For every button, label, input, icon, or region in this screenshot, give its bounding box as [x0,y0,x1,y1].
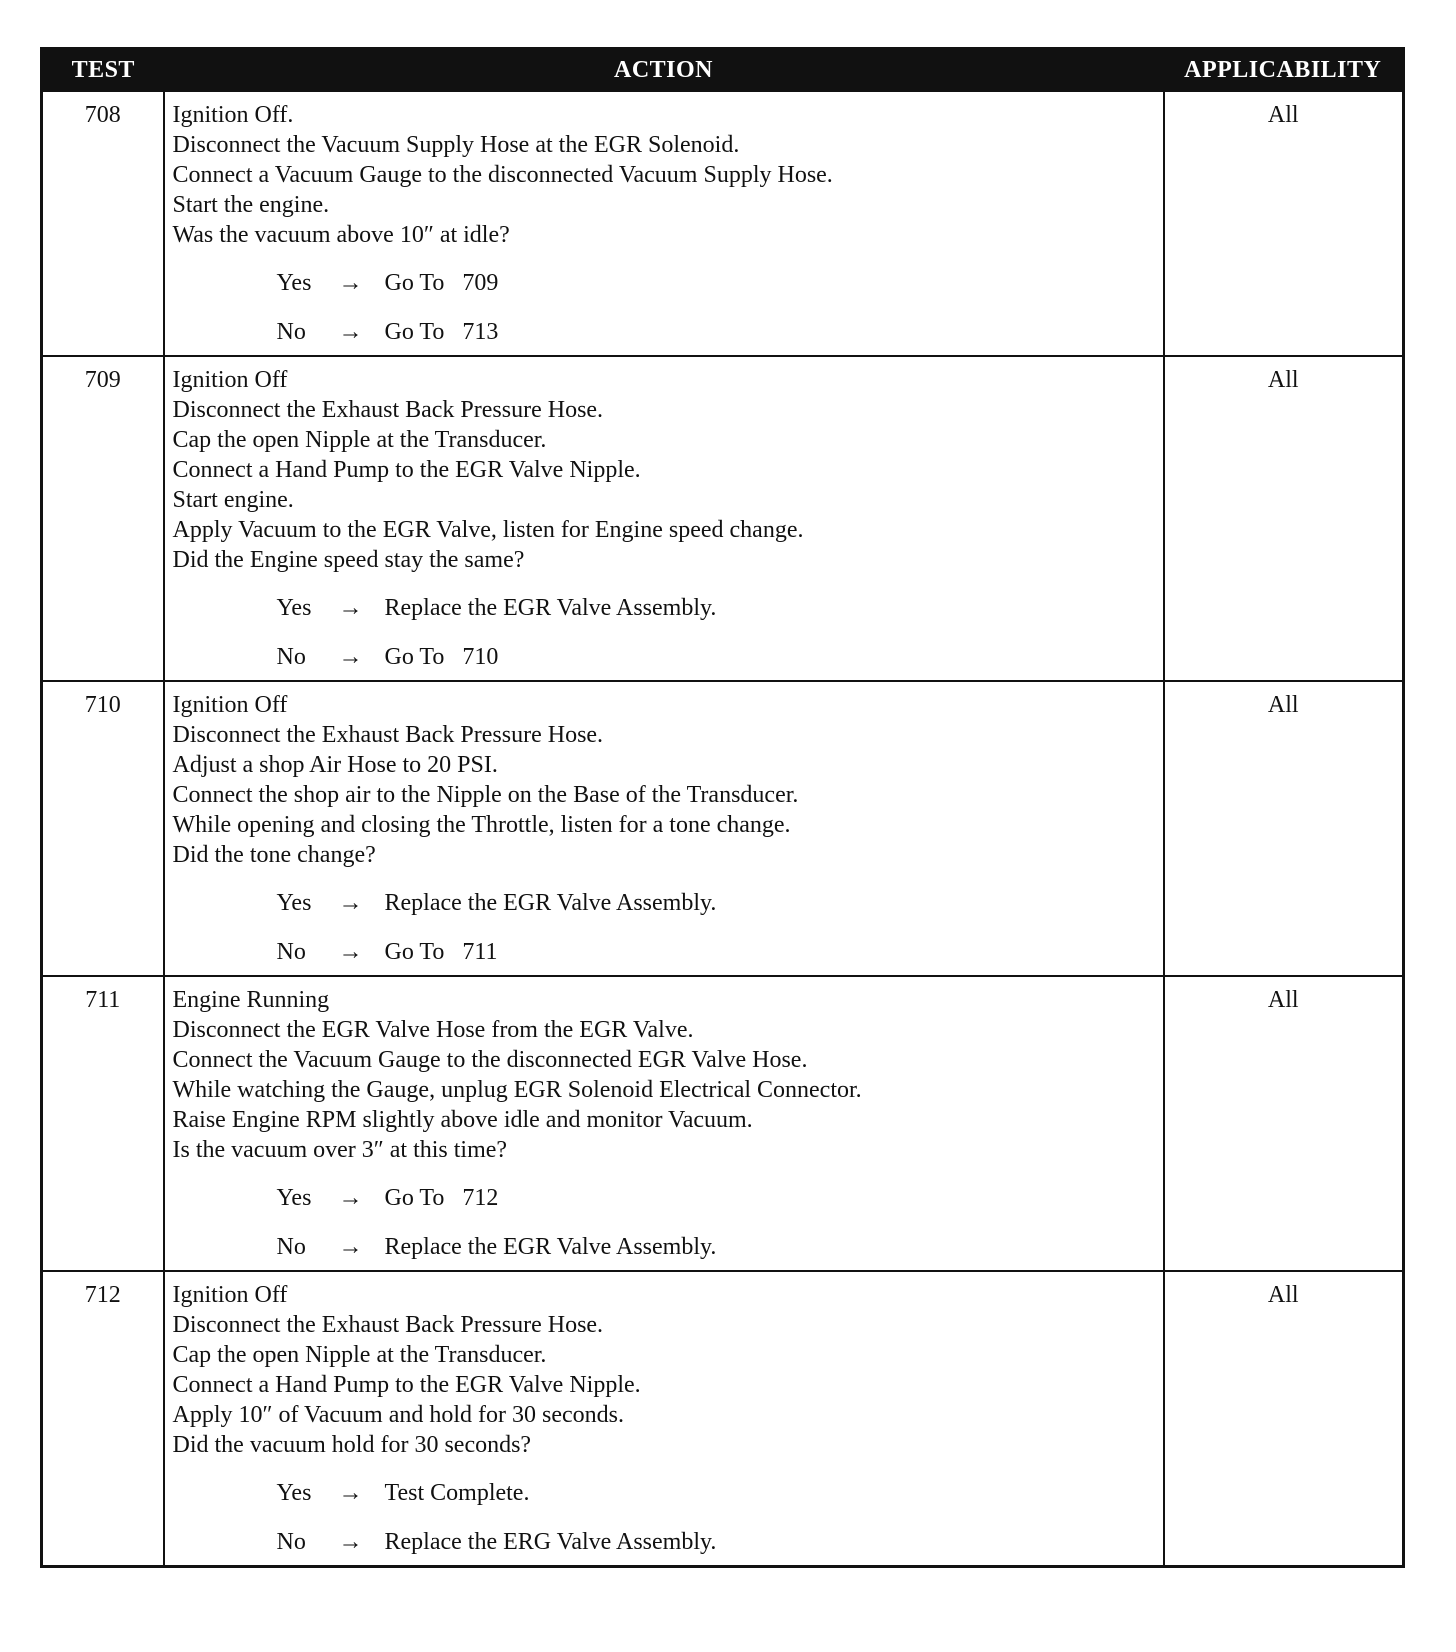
right-arrow-icon: → [338,1234,363,1260]
action-step: Start the engine. [172,192,330,218]
result-no-row [277,937,1153,967]
result-branches [277,888,1153,967]
action-step: Disconnect the Exhaust Back Pressure Hose. [172,722,604,748]
action-step: Did the tone change? [172,842,376,868]
action-step: Adjust a shop Air Hose to 20 PSI. [172,752,498,778]
action-step: Apply Vacuum to the EGR Valve, listen for Engine speed change. [172,517,804,543]
table-row [42,91,1404,356]
action-step: Ignition Off [172,1282,288,1308]
header-applicability: APPLICABILITY [1164,49,1404,92]
result-branches [277,1478,1153,1557]
right-arrow-icon: → [338,270,363,296]
table-row [42,356,1404,681]
answer-yes-label: Yes [276,595,312,621]
action-step: Was the vacuum above 10″ at idle? [172,222,510,248]
outcome-yes: Test Complete. [384,1480,530,1506]
result-no-row [277,1232,1153,1262]
action-step: Ignition Off [172,692,288,718]
test-number: 710 [42,681,164,976]
action-step: Cap the open Nipple at the Transducer. [172,427,547,453]
action-cell [164,356,1164,681]
outcome-yes: Replace the EGR Valve Assembly. [384,890,717,916]
table-row [42,1271,1404,1567]
right-arrow-icon: → [338,644,363,670]
action-cell [164,976,1164,1271]
result-yes-row [277,593,1153,623]
header-test: TEST [42,49,164,92]
action-step: Connect a Vacuum Gauge to the disconnected Vacuum Supply Hose. [172,162,833,188]
action-step: Connect a Hand Pump to the EGR Valve Nipple. [172,1372,641,1398]
action-step: Disconnect the EGR Valve Hose from the EGR Valve. [172,1017,694,1043]
outcome-no: Replace the EGR Valve Assembly. [384,1234,717,1260]
result-yes-row [277,1478,1153,1508]
action-step: Apply 10″ of Vacuum and hold for 30 seconds. [172,1402,624,1428]
result-branches [277,593,1153,672]
table-body [42,91,1404,1567]
action-step: Did the vacuum hold for 30 seconds? [172,1432,532,1458]
action-step: While watching the Gauge, unplug EGR Solenoid Electrical Connector. [172,1077,862,1103]
answer-no-label: No [276,644,306,670]
diagnostic-test-table [40,47,1405,1568]
outcome-no: Replace the ERG Valve Assembly. [384,1529,717,1555]
table-row [42,976,1404,1271]
applicability-cell: All [1164,1271,1404,1567]
result-yes-row [277,888,1153,918]
result-no-row [277,642,1153,672]
action-cell [164,91,1164,356]
test-number: 712 [42,1271,164,1567]
answer-no-label: No [276,1529,306,1555]
result-yes-row [277,268,1153,298]
action-step: Did the Engine speed stay the same? [172,547,525,573]
right-arrow-icon: → [338,890,363,916]
action-step: While opening and closing the Throttle, listen for a tone change. [172,812,791,838]
applicability-cell: All [1164,976,1404,1271]
test-number: 711 [42,976,164,1271]
header-action: ACTION [164,49,1164,92]
action-step: Disconnect the Exhaust Back Pressure Hose. [172,1312,604,1338]
action-step: Disconnect the Vacuum Supply Hose at the EGR Solenoid. [172,132,740,158]
action-step: Connect the Vacuum Gauge to the disconnected EGR Valve Hose. [172,1047,808,1073]
action-step: Raise Engine RPM slightly above idle and monitor Vacuum. [172,1107,753,1133]
action-step: Disconnect the Exhaust Back Pressure Hose. [172,397,604,423]
result-branches [277,268,1153,347]
outcome-yes: Replace the EGR Valve Assembly. [384,595,717,621]
outcome-no: Go To 713 [384,319,499,345]
right-arrow-icon: → [338,1529,363,1555]
outcome-no: Go To 711 [384,939,498,965]
answer-yes-label: Yes [276,270,312,296]
answer-yes-label: Yes [276,1185,312,1211]
result-branches [277,1183,1153,1262]
action-step: Ignition Off [172,367,288,393]
action-cell [164,681,1164,976]
right-arrow-icon: → [338,595,363,621]
answer-no-label: No [276,319,306,345]
applicability-cell: All [1164,91,1404,356]
action-step: Is the vacuum over 3″ at this time? [172,1137,508,1163]
answer-yes-label: Yes [276,1480,312,1506]
answer-no-label: No [276,939,306,965]
action-cell [164,1271,1164,1567]
action-step: Engine Running [172,987,330,1013]
action-step: Start engine. [172,487,294,513]
action-step: Connect a Hand Pump to the EGR Valve Nipple. [172,457,641,483]
right-arrow-icon: → [338,319,363,345]
test-number: 709 [42,356,164,681]
applicability-cell: All [1164,356,1404,681]
result-no-row [277,1527,1153,1557]
applicability-cell: All [1164,681,1404,976]
table-row [42,681,1404,976]
action-step: Cap the open Nipple at the Transducer. [172,1342,547,1368]
answer-yes-label: Yes [276,890,312,916]
action-step: Ignition Off. [172,102,294,128]
outcome-yes: Go To 709 [384,270,499,296]
answer-no-label: No [276,1234,306,1260]
outcome-yes: Go To 712 [384,1185,499,1211]
table-header-row [42,49,1404,92]
action-step: Connect the shop air to the Nipple on the Base of the Transducer. [172,782,799,808]
right-arrow-icon: → [338,1480,363,1506]
right-arrow-icon: → [338,1185,363,1211]
result-no-row [277,317,1153,347]
outcome-no: Go To 710 [384,644,499,670]
right-arrow-icon: → [338,939,363,965]
result-yes-row [277,1183,1153,1213]
test-number: 708 [42,91,164,356]
